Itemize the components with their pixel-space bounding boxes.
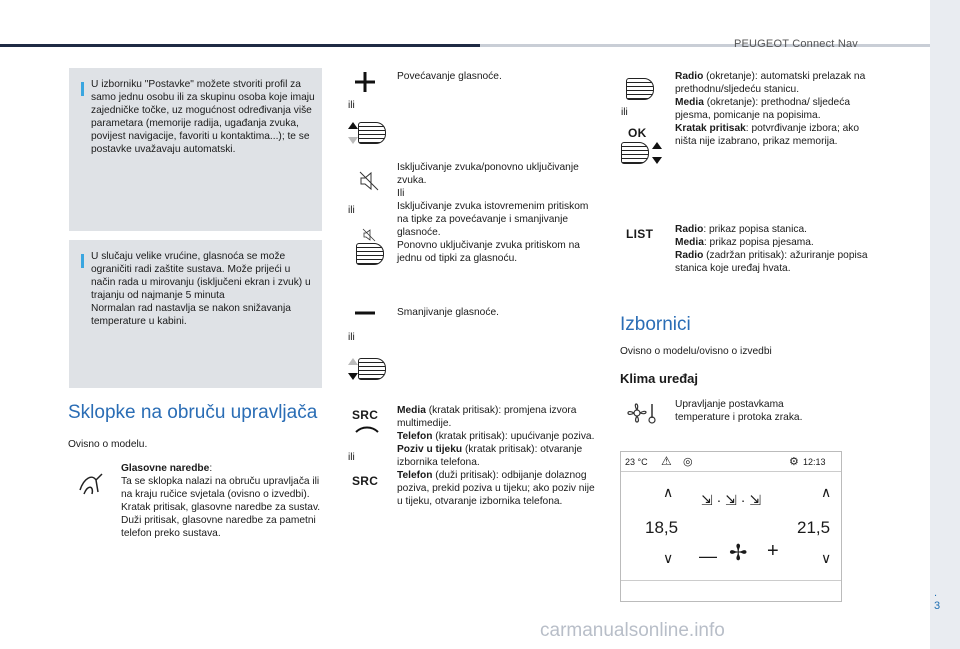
location-icon: ◎: [683, 456, 693, 468]
volume-up-desc: Povećavanje glasnoće.: [397, 71, 502, 82]
climate-fan-icon: [626, 400, 658, 426]
thumbwheel-icon: [356, 243, 384, 265]
list-desc: [675, 223, 875, 275]
or-label: ili: [348, 332, 355, 343]
thumbwheel-icon: [626, 78, 654, 100]
thumbwheel-icon: [358, 122, 386, 144]
or-label: ili: [348, 452, 355, 463]
airflow-icons[interactable]: ⇲ · ⇲ · ⇲: [701, 492, 762, 508]
list-button-icon: LIST: [626, 227, 654, 241]
list-line: Radio (zadržan pritisak): ažuriranje popisa stanica koje uređaj hvata.: [675, 250, 868, 274]
src-desc: [397, 404, 597, 508]
climate-desc: Upravljanje postavkama temperature i protoka zraka.: [675, 399, 803, 423]
watermark: carmanualsonline.info: [540, 620, 725, 641]
volume-down-desc: Smanjivanje glasnoće.: [397, 307, 499, 318]
climate-screen: [620, 451, 842, 602]
src-button-icon: SRC: [352, 408, 379, 422]
list-line: Radio: prikaz popisa stanica.: [675, 224, 807, 235]
note-text: U slučaju velike vrućine, glasnoća se može ograničiti radi zaštite sustava. Može prijeći u način rada u mirovanju (isključeni ekran i zvuk) u trajanju od najmanje 5 minuta Normalan rad nastavlja se nakon snižavanja temperature u kabini.: [91, 251, 311, 327]
info-note-profiles: [69, 68, 322, 231]
plus-icon: [353, 70, 377, 94]
or-label: ili: [621, 107, 628, 118]
page-marker: .: [934, 587, 938, 599]
section-title-controls: Sklopke na obruču upravljača: [68, 402, 318, 423]
minus-icon: [353, 308, 377, 318]
src-line: Telefon (kratak pritisak): upućivanje poziva.: [397, 431, 595, 442]
radio-line: Media (okretanje): prethodna/ sljedeća pjesma, pomicanje na popisima.: [675, 97, 850, 121]
ok-button-icon: OK: [628, 126, 647, 140]
info-bar: [81, 82, 84, 96]
arrow-updown-icon: [651, 140, 663, 166]
mute-desc: Isključivanje zvuka/ponovno uključivanje zvuka. Ili Isključivanje zvuka istovremenim pritiskom na tipke za povećavanje i smanjivanje glasnoće. Ponovno uključivanje zvuka pritiskom na jednu od tipki za glasnoću.: [397, 162, 589, 264]
radio-line: Kratak pritisak: potvrđivanje izbora; ako ništa nije izabrano, prikaz memorija.: [675, 123, 860, 147]
temp-left-down-icon[interactable]: ∨: [663, 550, 674, 566]
header-rule: [0, 44, 480, 47]
voice-label: Glasovne naredbe: [121, 463, 210, 474]
note-text: U izborniku "Postavke" možete stvoriti profil za samo jednu osobu ili za skupinu osoba koje imaju zajedničke točke, uz mogućnost određivanja više parametara (memorije radija, ugađanja zvuka, povijest navigacije, favoriti u kontaktima...); te se postavke uvažavaju automatski.: [91, 79, 315, 155]
controls-intro: Ovisno o modelu.: [68, 439, 148, 450]
radio-desc: [675, 70, 875, 148]
info-bar: [81, 254, 84, 268]
mute-icon: [358, 170, 380, 192]
fan-plus-icon[interactable]: +: [767, 540, 779, 562]
thumbwheel-icon: [621, 142, 649, 164]
voice-command-icon: [76, 470, 110, 498]
temp-right-up-icon[interactable]: ∧: [821, 484, 832, 500]
left-temp[interactable]: 18,5: [645, 518, 679, 537]
bottom-bar: [621, 580, 841, 602]
list-line: Media: prikaz popisa pjesama.: [675, 237, 814, 248]
phone-icon: [354, 425, 380, 435]
right-temp[interactable]: 21,5: [797, 518, 831, 537]
src-line: Poziv u tijeku (kratak pritisak): otvaranje izbornika telefona.: [397, 444, 583, 468]
thumbwheel-icon: [358, 358, 386, 380]
header-rule-light: [480, 44, 930, 47]
outside-temp: 23 °C: [625, 457, 648, 467]
status-bar: [621, 452, 841, 472]
time: 12:13: [803, 457, 826, 467]
warning-icon: ⚠: [661, 454, 672, 468]
temp-left-up-icon[interactable]: ∧: [663, 484, 674, 500]
info-note-heat: [69, 240, 322, 388]
side-strip: [930, 0, 960, 649]
voice-command-desc: Glasovne naredbe: Ta se sklopka nalazi na obruču upravljača ili na kraju ručice svjetala (ovisno o izvedbi). Kratak pritisak, glasovne naredbe za sustav. Duži pritisak, glasovne naredbe za pametni telefon preko sustava.: [121, 463, 321, 539]
or-label: ili: [348, 205, 355, 216]
temp-right-down-icon[interactable]: ∨: [821, 550, 832, 566]
radio-line: Radio (okretanje): automatski prelazak na prethodnu/sljedeću stanicu.: [675, 71, 866, 95]
page-number: 3: [934, 600, 941, 612]
src-line: Media (kratak pritisak): promjena izvora multimedije.: [397, 405, 577, 429]
fan-icon[interactable]: ✢: [729, 540, 748, 565]
settings-icon: ⚙: [789, 456, 799, 468]
src-button-icon: SRC: [352, 474, 379, 488]
subsection-climate: Klima uređaj: [620, 371, 699, 386]
or-label: ili: [348, 100, 355, 111]
src-line: Telefon (duži pritisak): odbijanje dolaznog poziva, prekid poziva u tijeku; ako poziv nije u tijeku, otvaranje izbornika telefona.: [397, 470, 595, 507]
fan-minus-icon[interactable]: —: [699, 546, 717, 566]
menus-intro: Ovisno o modelu/ovisno o izvedbi: [620, 346, 772, 357]
header-title: PEUGEOT Connect Nav: [733, 38, 858, 50]
mute-small-icon: [362, 228, 376, 242]
section-title-menus: Izbornici: [620, 314, 691, 335]
